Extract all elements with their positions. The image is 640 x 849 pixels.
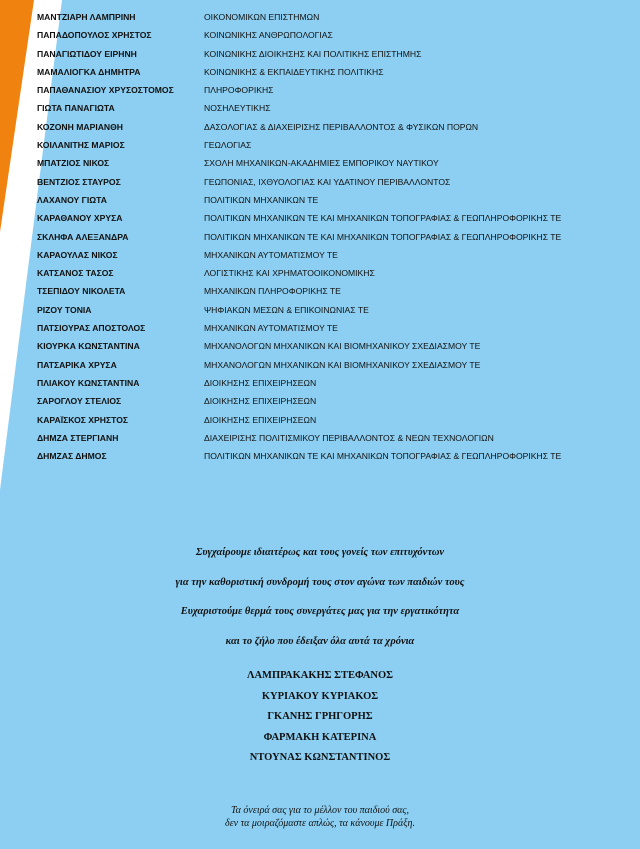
graduate-name: ΚΟΖΟΝΗ ΜΑΡΙΑΝΘΗ [37, 121, 124, 132]
graduate-name: ΠΛΙΑΚΟΥ ΚΩΝΣΤΑΝΤΙΝΑ [37, 377, 140, 388]
graduate-department: ΝΟΣΗΛΕΥΤΙΚΗΣ [204, 103, 271, 114]
graduate-row [0, 45, 640, 63]
signer-name: ΝΤΟΥΝΑΣ ΚΩΝΣΤΑΝΤΙΝΟΣ [249, 752, 391, 763]
graduate-row [0, 173, 640, 191]
graduate-name: ΡΙΖΟΥ ΤΟΝΙΑ [37, 304, 92, 315]
graduates-list [0, 8, 640, 465]
graduate-row [0, 246, 640, 264]
graduate-name: ΔΗΜΖΑΣ ΔΗΜΟΣ [37, 451, 107, 462]
graduate-department: ΜΗΧΑΝΟΛΟΓΩΝ ΜΗΧΑΝΙΚΩΝ ΚΑΙ ΒΙΟΜΗΧΑΝΙΚΟΥ ΣΧΕΔΙΑΣΜΟΥ ΤΕ [204, 359, 481, 370]
graduate-name: ΜΑΜΑΛΙΟΓΚΑ ΔΗΜΗΤΡΑ [37, 66, 141, 77]
graduate-name: ΚΟΙΛΑΝΙΤΗΣ ΜΑΡΙΟΣ [37, 140, 125, 151]
graduate-row [0, 154, 640, 172]
motto [0, 804, 640, 830]
graduate-department: ΔΑΣΟΛΟΓΙΑΣ & ΔΙΑΧΕΙΡΙΣΗΣ ΠΕΡΙΒΑΛΛΟΝΤΟΣ & ΦΥΣΙΚΩΝ ΠΟΡΩΝ [204, 121, 479, 132]
graduate-name: ΚΑΤΣΑΝΟΣ ΤΑΣΟΣ [37, 268, 114, 279]
graduate-name: ΠΑΝΑΓΙΩΤΙΔΟΥ ΕΙΡΗΝΗ [37, 48, 137, 59]
graduate-name: ΜΑΝΤΖΙΑΡΗ ΛΑΜΠΡΙΝΗ [37, 12, 136, 22]
graduate-name: ΚΑΡΑΘΑΝΟΥ ΧΡΥΣΑ [37, 213, 123, 224]
graduate-department: ΔΙΟΙΚΗΣΗΣ ΕΠΙΧΕΙΡΗΣΕΩΝ [204, 414, 317, 425]
graduate-department: ΠΟΛΙΤΙΚΩΝ ΜΗΧΑΝΙΚΩΝ ΤΕ ΚΑΙ ΜΗΧΑΝΙΚΩΝ ΤΟΠΟΓΡΑΦΙΑΣ & ΓΕΩΠΛΗΡΟΦΟΡΙΚΗΣ ΤΕ [204, 231, 562, 242]
motto-line-2: δεν τα μοιραζόμαστε απλώς, τα κάνουμε Πράξη. [225, 818, 415, 829]
graduate-department: ΚΟΙΝΩΝΙΚΗΣ & ΕΚΠΑΙΔΕΥΤΙΚΗΣ ΠΟΛΙΤΙΚΗΣ [204, 66, 384, 77]
graduate-name: ΛΑΧΑΝΟΥ ΓΙΩΤΑ [37, 194, 107, 205]
graduate-name: ΔΗΜΖΑ ΣΤΕΡΓΙΑΝΗ [37, 432, 119, 443]
graduate-name: ΠΑΤΣΑΡΙΚΑ ΧΡΥΣΑ [37, 359, 117, 370]
graduate-row [0, 26, 640, 44]
graduate-department: ΔΙΟΙΚΗΣΗΣ ΕΠΙΧΕΙΡΗΣΕΩΝ [204, 377, 317, 388]
motto-line-1: Τα όνειρά σας για το μέλλον του παιδιού σας, [231, 805, 409, 816]
graduate-department: ΓΕΩΛΟΓΙΑΣ [204, 140, 252, 151]
graduate-department: ΠΟΛΙΤΙΚΩΝ ΜΗΧΑΝΙΚΩΝ ΤΕ ΚΑΙ ΜΗΧΑΝΙΚΩΝ ΤΟΠΟΓΡΑΦΙΑΣ & ΓΕΩΠΛΗΡΟΦΟΡΙΚΗΣ ΤΕ [204, 213, 562, 224]
graduate-row [0, 301, 640, 319]
graduate-department: ΚΟΙΝΩΝΙΚΗΣ ΑΝΘΡΩΠΟΛΟΓΙΑΣ [204, 30, 333, 41]
graduate-department: ΓΕΩΠΟΝΙΑΣ, ΙΧΘΥΟΛΟΓΙΑΣ ΚΑΙ ΥΔΑΤΙΝΟΥ ΠΕΡΙΒΑΛΛΟΝΤΟΣ [204, 176, 451, 187]
graduate-row [0, 228, 640, 246]
graduate-department: ΠΟΛΙΤΙΚΩΝ ΜΗΧΑΝΙΚΩΝ ΤΕ [204, 194, 319, 205]
graduate-row [0, 8, 640, 26]
graduate-department: ΜΗΧΑΝΙΚΩΝ ΠΛΗΡΟΦΟΡΙΚΗΣ ΤΕ [204, 286, 341, 297]
graduate-department: ΜΗΧΑΝΟΛΟΓΩΝ ΜΗΧΑΝΙΚΩΝ ΚΑΙ ΒΙΟΜΗΧΑΝΙΚΟΥ ΣΧΕΔΙΑΣΜΟΥ ΤΕ [204, 341, 481, 352]
graduate-department: ΠΛΗΡΟΦΟΡΙΚΗΣ [204, 85, 274, 96]
graduate-row [0, 118, 640, 136]
graduate-row [0, 99, 640, 117]
graduate-name: ΠΑΠΑΘΑΝΑΣΙΟΥ ΧΡΥΣΟΣΤΟΜΟΣ [37, 85, 174, 96]
graduate-name: ΚΙΟΥΡΚΑ ΚΩΝΣΤΑΝΤΙΝΑ [37, 341, 140, 352]
graduate-department: ΔΙΟΙΚΗΣΗΣ ΕΠΙΧΕΙΡΗΣΕΩΝ [204, 396, 317, 407]
thanks-line: Ευχαριστούμε θερμά τους συνεργάτες μας για την εργατικότητα [180, 606, 460, 617]
graduate-row [0, 81, 640, 99]
signer-name: ΛΑΜΠΡΑΚΑΚΗΣ ΣΤΕΦΑΝΟΣ [246, 670, 394, 681]
graduate-row [0, 429, 640, 447]
graduate-row [0, 319, 640, 337]
graduate-name: ΓΙΩΤΑ ΠΑΝΑΓΙΩΤΑ [37, 103, 115, 114]
graduate-name: ΜΠΑΤΖΙΟΣ ΝΙΚΟΣ [37, 158, 110, 169]
graduate-row [0, 392, 640, 410]
graduate-row [0, 374, 640, 392]
graduate-department: ΠΟΛΙΤΙΚΩΝ ΜΗΧΑΝΙΚΩΝ ΤΕ ΚΑΙ ΜΗΧΑΝΙΚΩΝ ΤΟΠΟΓΡΑΦΙΑΣ & ΓΕΩΠΛΗΡΟΦΟΡΙΚΗΣ ΤΕ [204, 451, 562, 462]
graduate-row [0, 209, 640, 227]
thanks-line: Συγχαίρουμε ιδιαιτέρως και τους γονείς των επιτυχόντων [195, 547, 445, 558]
graduate-name: ΚΑΡΑΟΥΛΑΣ ΝΙΚΟΣ [37, 249, 118, 260]
graduate-department: ΜΗΧΑΝΙΚΩΝ ΑΥΤΟΜΑΤΙΣΜΟΥ ΤΕ [204, 249, 338, 260]
signer-name: ΚΥΡΙΑΚΟΥ ΚΥΡΙΑΚΟΣ [261, 690, 379, 702]
graduate-name: ΣΚΛΗΦΑ ΑΛΕΞΑΝΔΡΑ [37, 231, 129, 242]
thanks-line: και το ζήλο που έδειξαν όλα αυτά τα χρόνια [225, 635, 415, 647]
graduate-row [0, 191, 640, 209]
graduate-row [0, 411, 640, 429]
graduate-row [0, 356, 640, 374]
graduate-department: ΔΙΑΧΕΙΡΙΣΗΣ ΠΟΛΙΤΙΣΜΙΚΟΥ ΠΕΡΙΒΑΛΛΟΝΤΟΣ & ΝΕΩΝ ΤΕΧΝΟΛΟΓΙΩΝ [204, 432, 494, 443]
signer-name: ΦΑΡΜΑΚΗ ΚΑΤΕΡΙΝΑ [263, 731, 377, 743]
graduate-name: ΣΑΡΟΓΛΟΥ ΣΤΕΛΙΟΣ [37, 396, 122, 407]
graduate-department: ΚΟΙΝΩΝΙΚΗΣ ΔΙΟΙΚΗΣΗΣ ΚΑΙ ΠΟΛΙΤΙΚΗΣ ΕΠΙΣΤΗΜΗΣ [204, 48, 422, 59]
graduate-name: ΠΑΠΑΔΟΠΟΥΛΟΣ ΧΡΗΣΤΟΣ [37, 30, 152, 41]
graduate-name: ΚΑΡΑΪΣΚΟΣ ΧΡΗΣΤΟΣ [37, 414, 129, 425]
thanks-line: για την καθοριστική συνδρομή τους στον αγώνα των παιδιών τους [175, 576, 465, 588]
graduate-department: ΨΗΦΙΑΚΩΝ ΜΕΣΩΝ & ΕΠΙΚΟΙΝΩΝΙΑΣ ΤΕ [204, 304, 369, 315]
graduate-row [0, 63, 640, 81]
graduate-name: ΠΑΤΣΙΟΥΡΑΣ ΑΠΟΣΤΟΛΟΣ [37, 323, 146, 334]
signers-list [0, 666, 640, 769]
graduate-row [0, 264, 640, 282]
graduate-department: ΛΟΓΙΣΤΙΚΗΣ ΚΑΙ ΧΡΗΜΑΤΟΟΙΚΟΝΟΜΙΚΗΣ [204, 268, 375, 279]
graduate-department: ΣΧΟΛΗ ΜΗΧΑΝΙΚΩΝ-ΑΚΑΔΗΜΙΕΣ ΕΜΠΟΡΙΚΟΥ ΝΑΥΤΙΚΟΥ [204, 158, 439, 169]
graduate-row [0, 337, 640, 355]
graduate-row [0, 136, 640, 154]
graduate-row [0, 282, 640, 300]
graduate-name: ΒΕΝΤΖΙΟΣ ΣΤΑΥΡΟΣ [37, 176, 121, 187]
thanks-message [0, 538, 640, 656]
graduate-department: ΟΙΚΟΝΟΜΙΚΩΝ ΕΠΙΣΤΗΜΩΝ [204, 12, 320, 22]
graduate-row [0, 447, 640, 465]
signer-name: ΓΚΑΝΗΣ ΓΡΗΓΟΡΗΣ [267, 711, 373, 722]
graduate-name: ΤΣΕΠΙΔΟΥ ΝΙΚΟΛΕΤΑ [37, 286, 126, 297]
graduate-department: ΜΗΧΑΝΙΚΩΝ ΑΥΤΟΜΑΤΙΣΜΟΥ ΤΕ [204, 323, 338, 334]
